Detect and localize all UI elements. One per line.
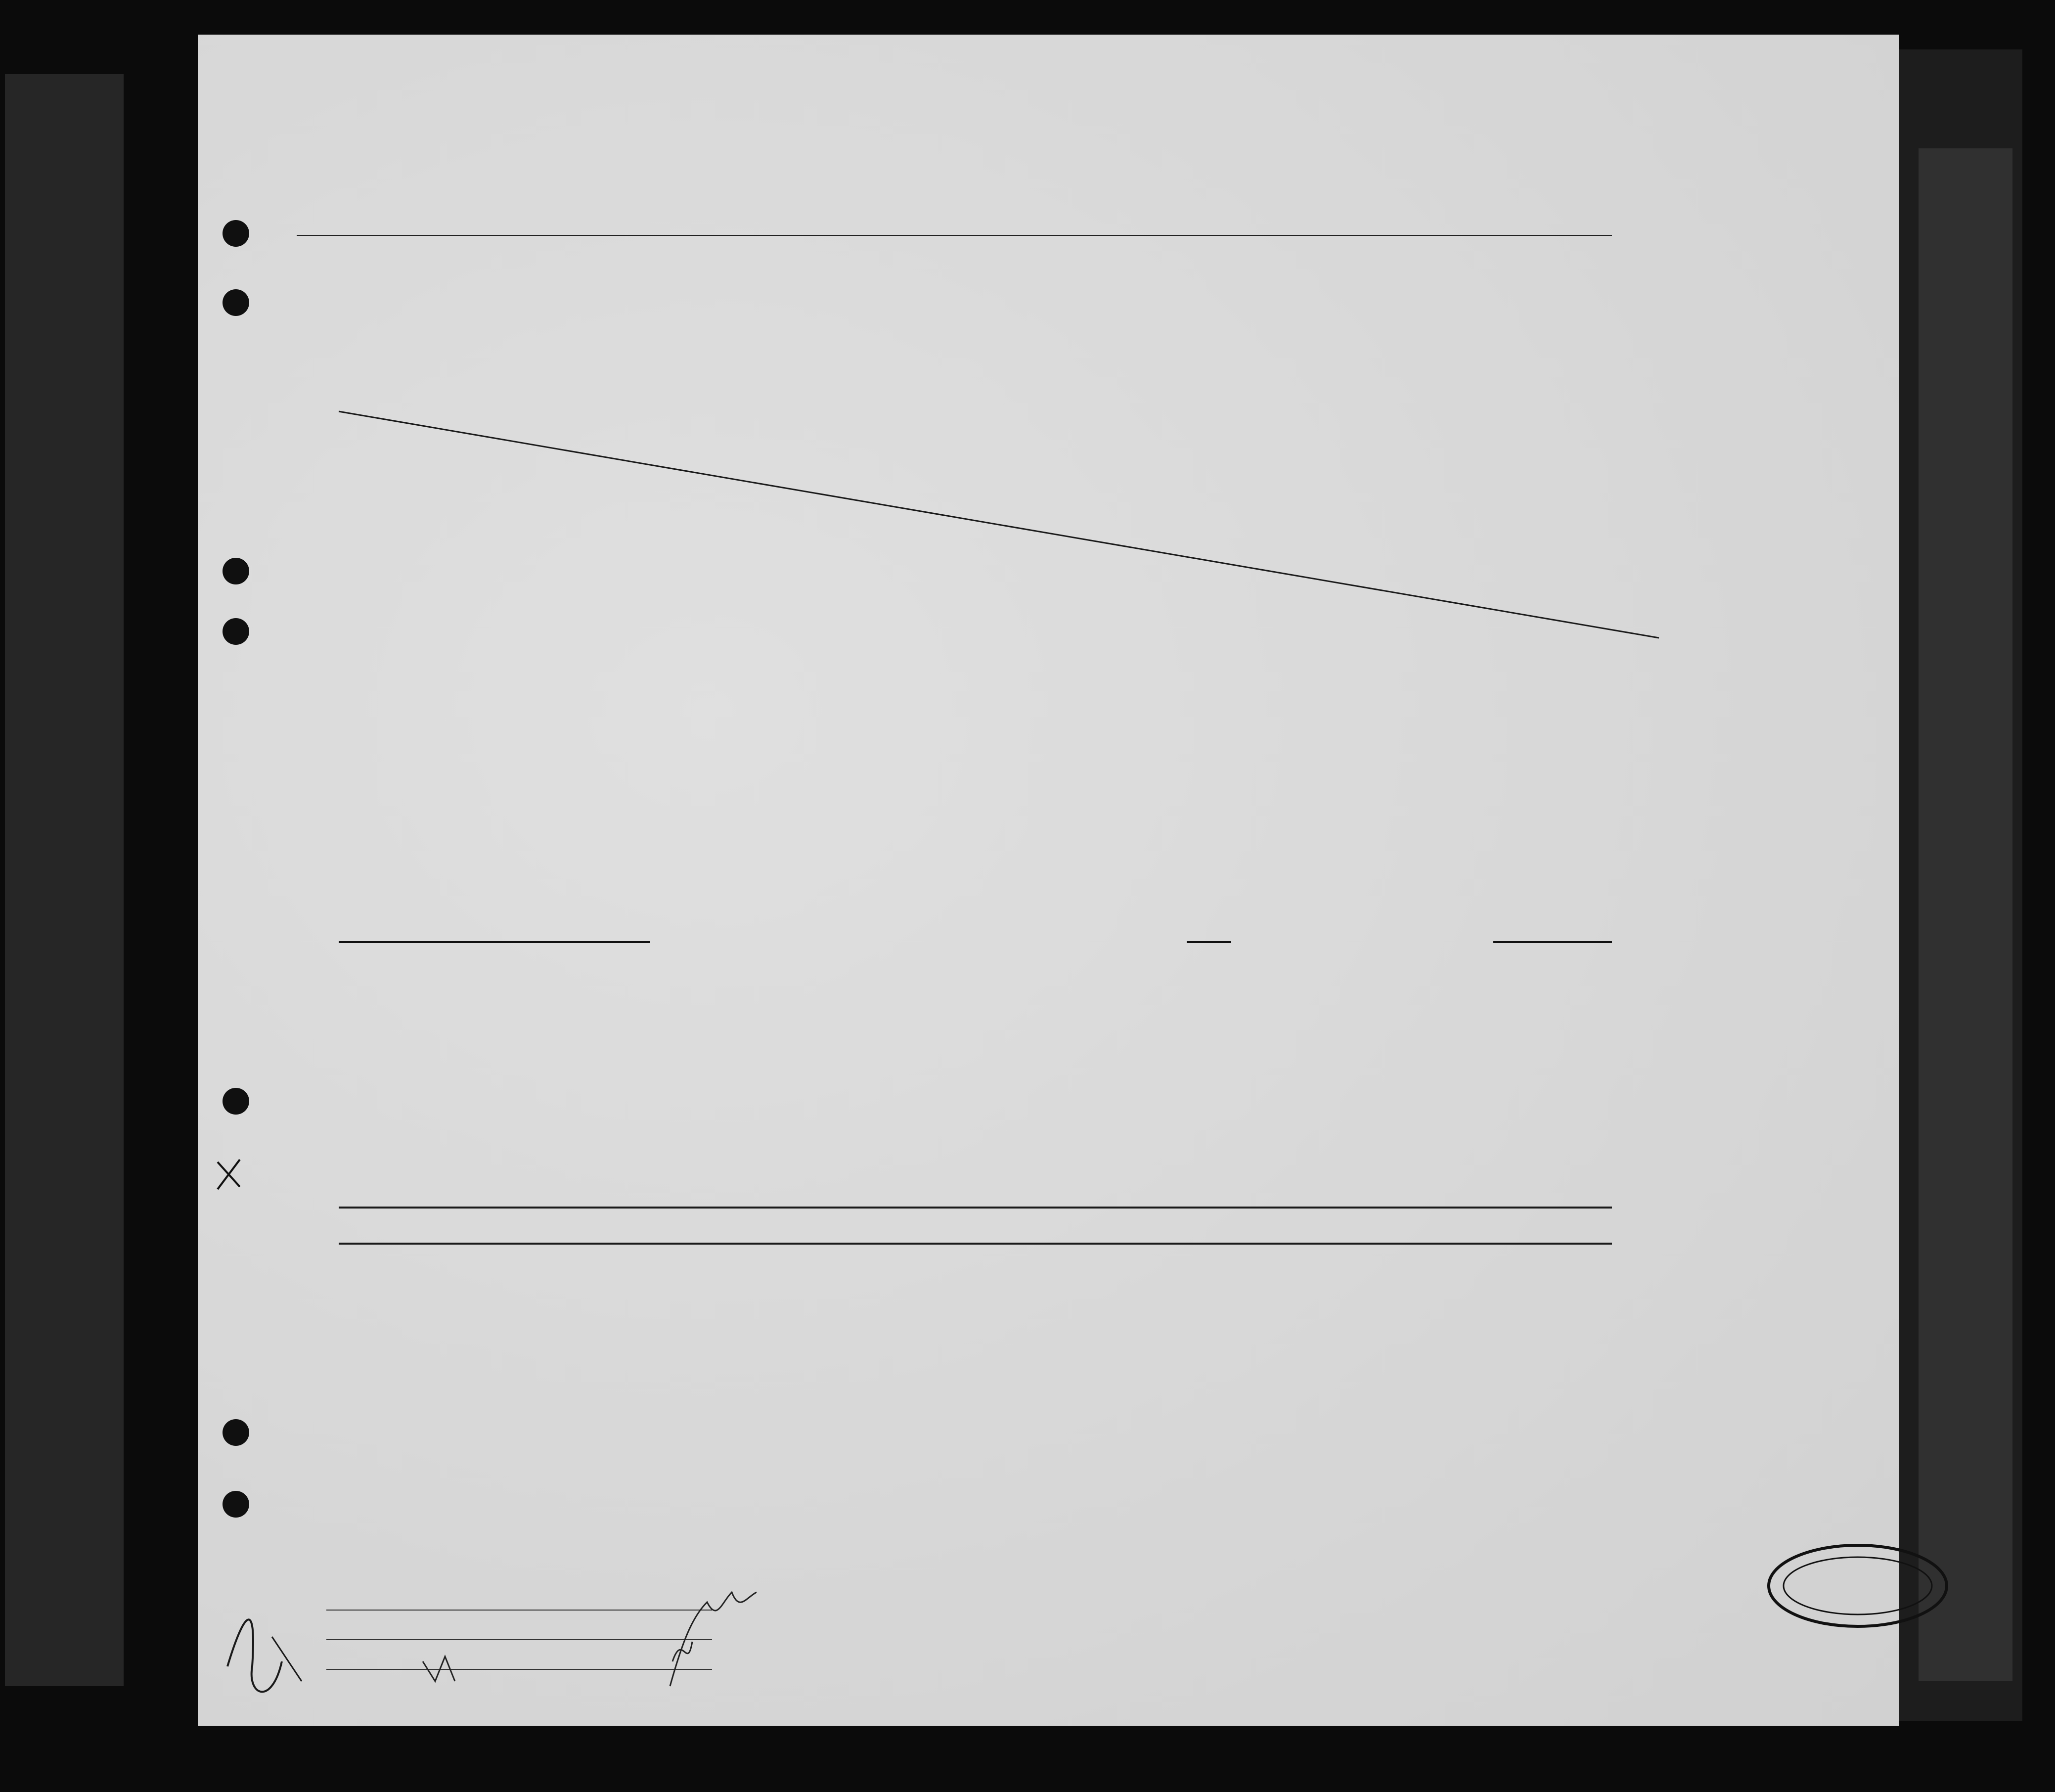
stamp-oval <box>1763 1538 1953 1634</box>
office-stamp <box>1763 1538 1953 1634</box>
adjacent-page-left <box>5 74 124 1686</box>
adjacent-page-right-edge <box>1919 148 2012 1681</box>
manifest-sheet <box>198 35 1899 1726</box>
handwritten-signatures <box>198 35 1899 1726</box>
